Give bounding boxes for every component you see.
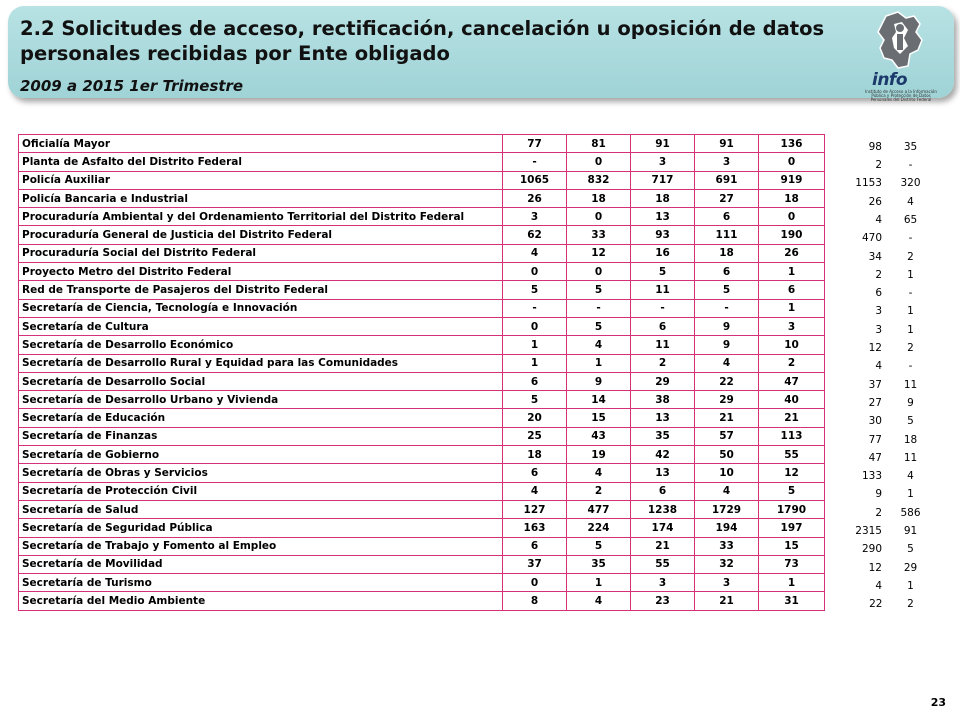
- value-cell-c7: 4: [907, 195, 914, 208]
- value-cell-c7: -: [908, 159, 913, 172]
- value-cell-c3: 11: [631, 281, 695, 299]
- value-cell-c2: 4: [567, 464, 631, 482]
- value-cell-c4: 4: [695, 354, 759, 372]
- value-cell-c4: 3: [695, 153, 759, 171]
- value-cell-c1: 26: [503, 189, 567, 207]
- value-cell-c5: 2: [759, 354, 825, 372]
- value-cell-c5: 18: [759, 189, 825, 207]
- value-cell-c4: 18: [695, 244, 759, 262]
- entity-name-cell: Secretaría de Desarrollo Social: [19, 372, 503, 390]
- value-cell-c5: 21: [759, 409, 825, 427]
- value-cell-c4: 21: [695, 409, 759, 427]
- value-cell-c2: 18: [567, 189, 631, 207]
- table-row: [19, 244, 936, 262]
- table-row: [19, 189, 936, 207]
- entity-name-cell: Secretaría de Trabajo y Fomento al Empleo: [19, 537, 503, 555]
- page-title: 2.2 Solicitudes de acceso, rectificación, cancelación u oposición de datos personales recibidas por Ente obligado: [20, 17, 825, 65]
- value-cell-c5: 0: [759, 208, 825, 226]
- value-cell-c3: 11: [631, 336, 695, 354]
- value-cell-c5: 113: [759, 427, 825, 445]
- value-cell-c2: 224: [567, 519, 631, 537]
- entity-name-cell: Secretaría del Medio Ambiente: [19, 592, 503, 610]
- value-cell-c5: 190: [759, 226, 825, 244]
- value-cell-c3: 21: [631, 537, 695, 555]
- value-cell-c7: 29: [903, 561, 918, 574]
- page-subtitle: 2009 a 2015 1er Trimestre: [20, 77, 244, 95]
- value-cell-c5: 1: [759, 574, 825, 592]
- value-cell-c7: -: [908, 232, 913, 245]
- value-cell-c1: 6: [503, 537, 567, 555]
- value-cell-c4: 22: [695, 372, 759, 390]
- value-cell-c1: 0: [503, 574, 567, 592]
- value-cell-c3: 55: [631, 555, 695, 573]
- value-cell-c3: 3: [631, 574, 695, 592]
- value-cell-c5: 919: [759, 171, 825, 189]
- value-cell-c7: 1: [907, 305, 914, 318]
- table-row: [19, 427, 936, 445]
- value-cell-c4: 29: [695, 391, 759, 409]
- value-cell-c6: 9: [875, 488, 882, 501]
- value-cell-c2: 0: [567, 153, 631, 171]
- value-cell-c7: 11: [903, 451, 918, 464]
- value-cell-c5: 136: [759, 135, 825, 153]
- value-cell-c2: 4: [567, 592, 631, 610]
- data-table-container: [18, 134, 936, 611]
- value-cell-c4: 111: [695, 226, 759, 244]
- entity-name-cell: Secretaría de Gobierno: [19, 446, 503, 464]
- value-cell-c6: 34: [868, 250, 882, 263]
- value-cell-c2: 2: [567, 482, 631, 500]
- table-row: [19, 317, 936, 335]
- value-cell-c4: -: [695, 299, 759, 317]
- table-row: [19, 226, 936, 244]
- page-number: 23: [930, 696, 946, 709]
- value-cell-c2: 81: [567, 135, 631, 153]
- value-cell-c4: 9: [695, 317, 759, 335]
- entity-name-cell: Procuraduría General de Justicia del Distrito Federal: [19, 226, 503, 244]
- value-cell-c7: 2: [907, 250, 914, 263]
- value-cell-c3: 42: [631, 446, 695, 464]
- value-cell-c2: -: [567, 299, 631, 317]
- value-cell-c7: 11: [903, 378, 918, 391]
- value-cell-c2: 5: [567, 537, 631, 555]
- value-cell-c2: 832: [567, 171, 631, 189]
- value-cell-c2: 0: [567, 208, 631, 226]
- value-cell-c1: 5: [503, 391, 567, 409]
- value-cell-c3: 38: [631, 391, 695, 409]
- value-cell-c3: 717: [631, 171, 695, 189]
- value-cell-c1: 127: [503, 500, 567, 518]
- value-cell-c1: 0: [503, 317, 567, 335]
- value-cell-c7: 2: [907, 342, 914, 355]
- table-row: [19, 153, 936, 171]
- value-cell-c3: -: [631, 299, 695, 317]
- entity-name-cell: Proyecto Metro del Distrito Federal: [19, 263, 503, 281]
- entity-name-cell: Red de Transporte de Pasajeros del Distrito Federal: [19, 281, 503, 299]
- value-cell-c3: 2: [631, 354, 695, 372]
- entity-name-cell: Policía Auxiliar: [19, 171, 503, 189]
- entity-name-cell: Secretaría de Desarrollo Urbano y Vivienda: [19, 391, 503, 409]
- entity-name-cell: Secretaría de Finanzas: [19, 427, 503, 445]
- value-cell-c5: 47: [759, 372, 825, 390]
- value-cell-c7: -: [908, 287, 913, 300]
- table-row: [19, 263, 936, 281]
- value-cell-c2: 15: [567, 409, 631, 427]
- value-cell-c6: 22: [869, 598, 883, 611]
- value-cell-c7: 1: [907, 488, 914, 501]
- entity-name-cell: Oficialía Mayor: [19, 135, 503, 153]
- value-cell-c5: 1: [759, 299, 825, 317]
- value-cell-c6: 3: [875, 323, 882, 336]
- value-cell-c5: 1790: [759, 500, 825, 518]
- value-cell-c7: 35: [903, 140, 918, 153]
- value-cell-c2: 0: [567, 263, 631, 281]
- value-cell-c3: 6: [631, 482, 695, 500]
- value-cell-c1: 3: [503, 208, 567, 226]
- value-cell-c7: 2: [907, 598, 914, 611]
- logo-caption: Instituto de Acceso a la Información Pública y Protección de Datos Personales del Distrito Federal: [865, 89, 937, 102]
- table-row: [19, 135, 936, 153]
- table-row: [19, 574, 936, 592]
- value-cell-c7: 18: [903, 433, 918, 446]
- value-cell-c6: 1153: [855, 177, 882, 190]
- value-cell-c6: 12: [868, 561, 882, 574]
- value-cell-c7: 65: [903, 213, 918, 226]
- value-cell-c1: 25: [503, 427, 567, 445]
- info-logo: [864, 10, 938, 102]
- value-cell-c1: 163: [503, 519, 567, 537]
- entity-name-cell: Secretaría de Desarrollo Económico: [19, 336, 503, 354]
- value-cell-c1: 6: [503, 464, 567, 482]
- table-row: [19, 500, 936, 518]
- value-cell-c5: 73: [759, 555, 825, 573]
- entity-name-cell: Secretaría de Movilidad: [19, 555, 503, 573]
- table-row: [19, 336, 936, 354]
- entity-name-cell: Secretaría de Desarrollo Rural y Equidad para las Comunidades: [19, 354, 503, 372]
- entity-name-cell: Secretaría de Obras y Servicios: [19, 464, 503, 482]
- value-cell-c6: 77: [868, 433, 882, 446]
- value-cell-c5: 5: [759, 482, 825, 500]
- value-cell-c5: 197: [759, 519, 825, 537]
- value-cell-c4: 50: [695, 446, 759, 464]
- entity-name-cell: Secretaría de Seguridad Pública: [19, 519, 503, 537]
- value-cell-c6: 133: [861, 470, 882, 483]
- value-cell-c4: 33: [695, 537, 759, 555]
- value-cell-c1: 37: [503, 555, 567, 573]
- value-cell-c6: 4: [875, 360, 882, 373]
- value-cell-c3: 91: [631, 135, 695, 153]
- value-cell-c3: 18: [631, 189, 695, 207]
- value-cell-c5: 0: [759, 153, 825, 171]
- value-cell-c3: 16: [631, 244, 695, 262]
- table-row: [19, 537, 936, 555]
- value-cell-c1: -: [503, 299, 567, 317]
- value-cell-c3: 13: [631, 208, 695, 226]
- value-cell-c7: 586: [900, 506, 921, 519]
- value-cell-c6: 3: [875, 305, 882, 318]
- value-cell-c2: 43: [567, 427, 631, 445]
- value-cell-c7: 9: [907, 396, 914, 409]
- value-cell-c4: 10: [695, 464, 759, 482]
- value-cell-c5: 6: [759, 281, 825, 299]
- value-cell-c4: 9: [695, 336, 759, 354]
- value-cell-c6: 37: [868, 378, 882, 391]
- entity-name-cell: Secretaría de Turismo: [19, 574, 503, 592]
- value-cell-c4: 5: [695, 281, 759, 299]
- logo-text: info: [872, 70, 908, 90]
- value-cell-c6: 98: [868, 140, 882, 153]
- value-cell-c4: 32: [695, 555, 759, 573]
- value-cell-c4: 1729: [695, 500, 759, 518]
- value-cell-c3: 3: [631, 153, 695, 171]
- value-cell-c3: 13: [631, 409, 695, 427]
- value-cell-c2: 35: [567, 555, 631, 573]
- value-cell-c4: 4: [695, 482, 759, 500]
- value-cell-c5: 10: [759, 336, 825, 354]
- value-cell-c3: 6: [631, 317, 695, 335]
- city-map-icon: [864, 10, 938, 72]
- value-cell-c5: 15: [759, 537, 825, 555]
- value-cell-c7: -: [908, 360, 913, 373]
- value-cell-c1: 4: [503, 482, 567, 500]
- value-cell-c6: 12: [868, 342, 882, 355]
- table-row: [19, 391, 936, 409]
- value-cell-c3: 35: [631, 427, 695, 445]
- value-cell-c6: 27: [868, 396, 882, 409]
- table-row: [19, 354, 936, 372]
- value-cell-c3: 13: [631, 464, 695, 482]
- value-cell-c4: 21: [695, 592, 759, 610]
- table-row: [19, 446, 936, 464]
- entity-name-cell: Planta de Asfalto del Distrito Federal: [19, 153, 503, 171]
- table-row: [19, 208, 936, 226]
- value-cell-c2: 14: [567, 391, 631, 409]
- entity-name-cell: Secretaría de Salud: [19, 500, 503, 518]
- value-cell-c2: 12: [567, 244, 631, 262]
- value-cell-c4: 57: [695, 427, 759, 445]
- value-cell-c5: 31: [759, 592, 825, 610]
- value-cell-c4: 6: [695, 263, 759, 281]
- entity-name-cell: Procuraduría Social del Distrito Federal: [19, 244, 503, 262]
- value-cell-c7: 1: [907, 268, 914, 281]
- table-row: [19, 281, 936, 299]
- requests-table: [18, 134, 936, 611]
- value-cell-c1: 1: [503, 336, 567, 354]
- value-cell-c5: 12: [759, 464, 825, 482]
- value-cell-c3: 174: [631, 519, 695, 537]
- value-cell-c1: 4: [503, 244, 567, 262]
- value-cell-c2: 19: [567, 446, 631, 464]
- value-cell-c1: 0: [503, 263, 567, 281]
- value-cell-c6: 4: [875, 213, 882, 226]
- value-cell-c6: 2315: [855, 525, 882, 538]
- value-cell-c6: 2: [875, 506, 882, 519]
- value-cell-c4: 691: [695, 171, 759, 189]
- value-cell-c1: 20: [503, 409, 567, 427]
- value-cell-c4: 91: [695, 135, 759, 153]
- entity-name-cell: Policía Bancaria e Industrial: [19, 189, 503, 207]
- value-cell-c3: 93: [631, 226, 695, 244]
- value-cell-c7: 5: [907, 415, 914, 428]
- value-cell-c6: 6: [875, 287, 882, 300]
- value-cell-c3: 23: [631, 592, 695, 610]
- entity-name-cell: Secretaría de Cultura: [19, 317, 503, 335]
- table-row: [19, 409, 936, 427]
- value-cell-c6: 26: [868, 195, 882, 208]
- value-cell-c5: 55: [759, 446, 825, 464]
- entity-name-cell: Secretaría de Ciencia, Tecnología e Innovación: [19, 299, 503, 317]
- value-cell-c5: 1: [759, 263, 825, 281]
- value-cell-c1: 18: [503, 446, 567, 464]
- value-cell-c4: 27: [695, 189, 759, 207]
- value-cell-c5: 40: [759, 391, 825, 409]
- value-cell-c1: 1: [503, 354, 567, 372]
- table-row: [19, 592, 936, 610]
- value-cell-c5: 3: [759, 317, 825, 335]
- value-cell-c6: 290: [861, 543, 882, 556]
- value-cell-c4: 3: [695, 574, 759, 592]
- table-row: [19, 482, 936, 500]
- value-cell-c1: 6: [503, 372, 567, 390]
- value-cell-c2: 4: [567, 336, 631, 354]
- entity-name-cell: Procuraduría Ambiental y del Ordenamiento Territorial del Distrito Federal: [19, 208, 503, 226]
- value-cell-c2: 33: [567, 226, 631, 244]
- value-cell-c6: 2: [875, 268, 882, 281]
- value-cell-c3: 5: [631, 263, 695, 281]
- value-cell-c2: 1: [567, 354, 631, 372]
- entity-name-cell: Secretaría de Educación: [19, 409, 503, 427]
- value-cell-c7: 91: [903, 525, 918, 538]
- value-cell-c5: 26: [759, 244, 825, 262]
- value-cell-c4: 194: [695, 519, 759, 537]
- entity-name-cell: Secretaría de Protección Civil: [19, 482, 503, 500]
- table-row: [19, 171, 936, 189]
- value-cell-c2: 9: [567, 372, 631, 390]
- value-cell-c2: 5: [567, 281, 631, 299]
- table-row: [19, 555, 936, 573]
- value-cell-c1: 1065: [503, 171, 567, 189]
- value-cell-c2: 477: [567, 500, 631, 518]
- table-row: [19, 372, 936, 390]
- table-row: [19, 464, 936, 482]
- value-cell-c7: 320: [900, 177, 921, 190]
- value-cell-c1: 8: [503, 592, 567, 610]
- value-cell-c3: 1238: [631, 500, 695, 518]
- title-banner: [8, 6, 954, 102]
- value-cell-c1: 62: [503, 226, 567, 244]
- value-cell-c1: 77: [503, 135, 567, 153]
- table-row: [19, 299, 936, 317]
- value-cell-c7: 5: [907, 543, 914, 556]
- value-cell-c6: 47: [868, 451, 882, 464]
- value-cell-c6: 30: [868, 415, 882, 428]
- value-cell-c1: 5: [503, 281, 567, 299]
- value-cell-c6: 470: [861, 232, 882, 245]
- value-cell-c4: 6: [695, 208, 759, 226]
- value-cell-c2: 1: [567, 574, 631, 592]
- value-cell-c2: 5: [567, 317, 631, 335]
- value-cell-c6: 2: [875, 159, 882, 172]
- value-cell-c7: 4: [907, 470, 914, 483]
- value-cell-c7: 1: [907, 323, 914, 336]
- value-cell-c6: 4: [875, 579, 882, 592]
- table-row: [19, 519, 936, 537]
- value-cell-c1: -: [503, 153, 567, 171]
- value-cell-c7: 1: [907, 579, 914, 592]
- value-cell-c3: 29: [631, 372, 695, 390]
